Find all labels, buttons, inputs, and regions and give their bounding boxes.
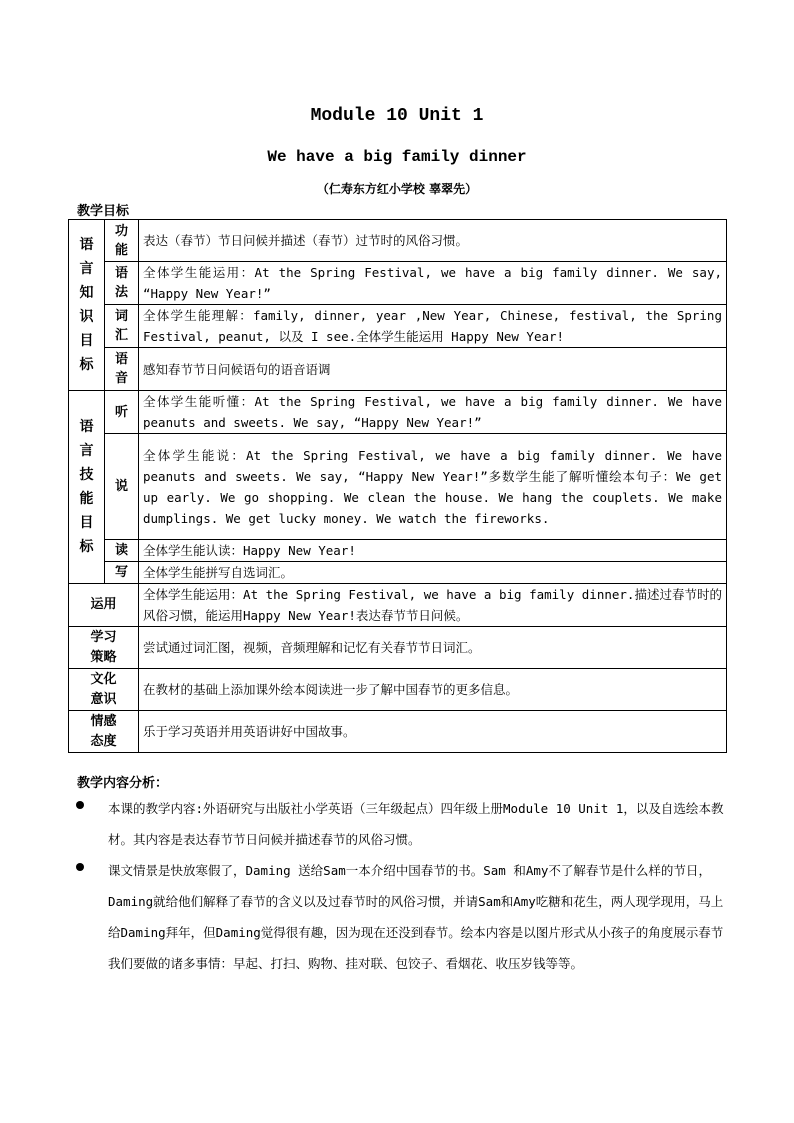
goal-text: 感知春节节日问候语句的语音语调: [139, 348, 727, 391]
teaching-goals-table: [68, 219, 727, 753]
subcategory-vocabulary: 词汇: [105, 305, 139, 348]
table-row: [69, 562, 727, 584]
table-row: [69, 391, 727, 434]
goal-text: 全体学生能运用：At the Spring Festival, we have a big family dinner. We say, “Happy New Year!”: [139, 262, 727, 305]
analysis-paragraph: 本课的教学内容:外语研究与出版社小学英语（三年级起点）四年级上册Module 10 Unit 1，以及自选绘本教材。其内容是表达春节节日问候并描述春节的风俗习惯。: [108, 801, 724, 847]
goal-text: 全体学生能运用：At the Spring Festival, we have a big family dinner.描述过春节时的风俗习惯，能运用Happy New Year!表达春节节日问候。: [139, 584, 727, 627]
table-row: [69, 669, 727, 711]
subcategory-speaking: 说: [105, 434, 139, 540]
goal-text: 全体学生能拼写自选词汇。: [139, 562, 727, 584]
list-item: [74, 855, 734, 979]
goal-text: 表达（春节）节日问候并描述（春节）过节时的风俗习惯。: [139, 220, 727, 262]
subcategory-function: 功能: [105, 220, 139, 262]
subcategory-pronunciation: 语音: [105, 348, 139, 391]
category-language-skills: 语言技能目标: [69, 391, 105, 584]
goal-text: 全体学生能说：At the Spring Festival, we have a big family dinner. We have peanuts and sweets. We say, “Happy New Year!”多数学生能了解听懂绘本句子：We get up early. We go shopping. We clean the house. We hang the couplets. We make dumplings. We get lucky money. We watch the fireworks.: [139, 434, 727, 540]
goal-text: 在教材的基础上添加课外绘本阅读进一步了解中国春节的更多信息。: [139, 669, 727, 711]
school-author: （仁寿东方红小学校 辜翠先）: [316, 182, 478, 196]
category-learning-strategy: 学习策略: [69, 627, 139, 669]
goal-text: 尝试通过词汇图，视频，音频理解和记忆有关春节节日词汇。: [139, 627, 727, 669]
table-row: [69, 262, 727, 305]
table-row: [69, 711, 727, 753]
category-language-knowledge: 语言知识目标: [69, 220, 105, 391]
table-row: [69, 305, 727, 348]
section-content-analysis: 教学内容分析：: [77, 776, 169, 791]
table-row: [69, 540, 727, 562]
table-row: [69, 348, 727, 391]
doc-subtitle: We have a big family dinner: [267, 148, 527, 166]
table-row: [69, 584, 727, 627]
subcategory-reading: 读: [105, 540, 139, 562]
section-teaching-goals: 教学目标: [77, 204, 130, 219]
doc-title: Module 10 Unit 1: [310, 106, 484, 126]
analysis-paragraph: 课文情景是快放寒假了，Daming 送给Sam一本介绍中国春节的书。Sam 和Amy不了解春节是什么样的节日，Daming就给他们解释了春节的含义以及过春节时的风俗习惯，并请Sam和Amy吃糖和花生，两人现学现用，马上给Daming拜年，但Daming觉得很有趣，因为现在还没到春节。绘本内容是以图片形式从小孩子的角度展示春节我们要做的诸多事情：早起、打扫、购物、挂对联、包饺子、看烟花、收压岁钱等等。: [108, 863, 724, 971]
table-row: [69, 220, 727, 262]
goal-text: 全体学生能听懂：At the Spring Festival, we have a big family dinner. We have peanuts and sweets. We say, “Happy New Year!”: [139, 391, 727, 434]
category-emotional-attitude: 情感态度: [69, 711, 139, 753]
subcategory-writing: 写: [105, 562, 139, 584]
table-row: [69, 627, 727, 669]
subcategory-grammar: 语法: [105, 262, 139, 305]
bullet-icon: [76, 801, 84, 809]
bullet-icon: [76, 863, 84, 871]
subcategory-listening: 听: [105, 391, 139, 434]
table-row: [69, 434, 727, 540]
list-item: [74, 793, 734, 855]
goal-text: 全体学生能理解：family, dinner, year ,New Year, Chinese, festival, the Spring Festival, peanut, 以及 I see.全体学生能运用 Happy New Year!: [139, 305, 727, 348]
category-cultural-awareness: 文化意识: [69, 669, 139, 711]
category-application: 运用: [69, 584, 139, 627]
goal-text: 乐于学习英语并用英语讲好中国故事。: [139, 711, 727, 753]
goal-text: 全体学生能认读：Happy New Year!: [139, 540, 727, 562]
